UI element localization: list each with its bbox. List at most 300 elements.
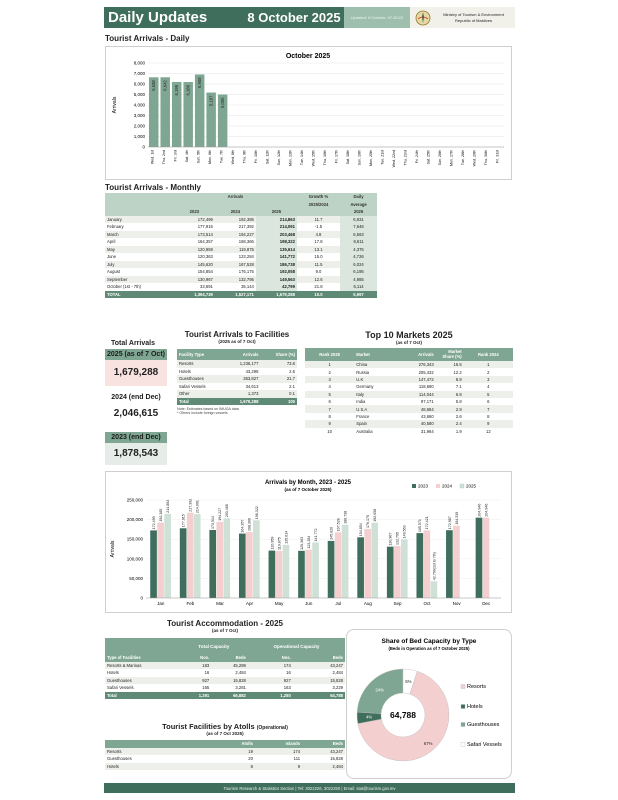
month-chart-ylabel: Arrivals <box>110 540 116 558</box>
accommodation-table <box>105 638 345 699</box>
rank-2025-cell: 1 <box>305 361 354 368</box>
market-share-cell: 16.5 <box>436 361 464 368</box>
monthly-row <box>105 268 377 276</box>
total-capacity-header: Total Capacity <box>180 638 248 654</box>
islands-header: Islands <box>255 740 302 748</box>
facility-row <box>177 390 297 398</box>
month-bar <box>364 529 371 598</box>
growth-cell: 4.8 <box>297 231 340 239</box>
year-2024-header: 2024 <box>215 208 256 216</box>
daily-xtick-label: Thu, 9th <box>242 150 247 164</box>
total-beds-cell: 15,828 <box>211 677 248 685</box>
pie-slice-label: 67% <box>423 741 433 747</box>
rank-2024-cell: 8 <box>464 413 513 420</box>
kpi-2024-block <box>105 392 167 425</box>
month-xtick-label: Nov <box>452 601 461 606</box>
arrivals-2025-cell: 214,863 <box>256 216 297 224</box>
month-bar <box>187 513 194 598</box>
facility-row <box>177 375 297 383</box>
month-ytick-label: 250,000 <box>126 497 143 503</box>
facilities-table <box>177 349 297 405</box>
island-count-cell: 174 <box>255 748 302 756</box>
daily-xtick-label: Sun, 26th <box>437 150 442 166</box>
market-cell: Germany <box>354 383 396 390</box>
daily-bar-label: 6,638 <box>151 80 157 91</box>
market-row <box>305 405 513 412</box>
facility-type-col-header: Type of Facilities <box>105 654 180 662</box>
daily-xtick-label: Fri, 10th <box>254 150 259 164</box>
monthly-row <box>105 261 377 269</box>
month-bar-label: 141,772 <box>313 528 318 542</box>
accommodation-total-nos: 1,291 <box>180 692 212 700</box>
total-growth: 10.0 <box>297 291 340 299</box>
daily-xtick-label: Tue, 28th <box>460 150 465 166</box>
rank-2024-cell: 5 <box>464 391 513 398</box>
arrivals-2025-cell: 203,468 <box>256 231 297 239</box>
daily-xtick-label: Mon, 13th <box>288 150 293 166</box>
legend-label: 2025 <box>466 483 477 489</box>
month-bar-label: 120,363 <box>299 536 304 550</box>
daily-ytick-label: 4,000 <box>133 102 145 108</box>
daily-bar-label: 6,188 <box>185 85 191 96</box>
growth-cell: -1.5 <box>297 223 340 231</box>
rank-2024-header: Rank 2024 <box>464 348 513 361</box>
arrivals-2024-cell: 176,175 <box>215 268 256 276</box>
month-bar <box>216 522 223 598</box>
oper-nos-cell: 174 <box>248 662 293 670</box>
kpi-2025-label: 2025 (as of 7 Oct) <box>105 349 167 360</box>
ministry-country: Republic of Maldives <box>455 17 492 23</box>
rank-2025-cell: 4 <box>305 383 354 390</box>
facility-type-cell: Guesthouses <box>177 375 225 383</box>
atolls-subtitle: (as of 7 Oct 2025) <box>206 731 244 736</box>
month-cell: February <box>105 223 174 231</box>
facility-type-cell: Other <box>177 390 225 398</box>
pie-legend-label: Safari Vessels <box>467 742 502 748</box>
month-bar <box>387 547 394 598</box>
market-row <box>305 368 513 375</box>
atoll-beds-cell: 2,484 <box>302 763 345 771</box>
oper-beds-cell: 15,828 <box>293 677 345 685</box>
market-arrivals-cell: 31,964 <box>397 428 436 435</box>
bed-share-box <box>346 629 512 779</box>
updated-timestamp: Updated: 8 October, 07:30:22 <box>344 7 410 28</box>
accommodation-row <box>105 677 345 685</box>
rank-2025-cell: 6 <box>305 398 354 405</box>
market-arrivals-cell: 97,171 <box>397 398 436 405</box>
kpi-2023-block <box>105 432 167 465</box>
total-daily-average: 5,997 <box>340 291 377 299</box>
pie-legend-label: Guesthouses <box>467 722 500 728</box>
month-bar-label: 214,091 <box>195 500 200 514</box>
daily-average-cell: 6,114 <box>340 283 377 291</box>
facility-type-cell: Safari Vessels <box>177 383 225 391</box>
accommodation-type-cell: Guesthouses <box>105 677 180 685</box>
daily-bar-label: 6,195 <box>174 84 180 96</box>
month-bar <box>394 546 401 598</box>
atoll-type-cell: Guesthouses <box>105 755 215 763</box>
ministry-block <box>410 7 515 28</box>
accommodation-total-label: Total <box>105 692 180 700</box>
rank-2025-cell: 7 <box>305 405 354 412</box>
month-bar <box>453 526 460 598</box>
legend-label: 2024 <box>442 483 453 489</box>
growth-cell: 11.7 <box>297 216 340 224</box>
daily-xtick-label: Mon, 6th <box>208 150 213 164</box>
month-xtick-label: Jun <box>305 601 313 606</box>
daily-xtick-label: Fri, 24th <box>414 150 419 164</box>
arrivals-2024-cell: 192,385 <box>215 216 256 224</box>
facilities-note-others: * Others include foreign vessels <box>177 411 228 415</box>
total-2023: 1,394,739 <box>174 291 215 299</box>
total-2025: 1,679,288 <box>256 291 297 299</box>
markets-table <box>305 348 513 435</box>
rank-2025-cell: 8 <box>305 413 354 420</box>
pie-legend-label: Hotels <box>467 704 483 710</box>
facility-rows <box>177 360 297 405</box>
month-bar <box>335 532 342 598</box>
market-row <box>305 361 513 368</box>
rank-2024-cell: 4 <box>464 383 513 390</box>
header-bar <box>104 7 515 28</box>
daily-xtick-label: Thu, 16th <box>323 150 327 166</box>
daily-xtick-label: Fri, 31st <box>495 150 500 163</box>
month-bar-label: 172,987 <box>447 516 452 530</box>
market-arrivals-cell: 118,690 <box>397 383 436 390</box>
arrivals-2023-cell: 33,691 <box>174 283 215 291</box>
month-bar <box>416 533 423 598</box>
facility-row <box>177 368 297 376</box>
market-row <box>305 413 513 420</box>
bed-share-title: Share of Bed Capacity by Type <box>381 638 477 645</box>
market-rows <box>305 361 513 435</box>
monthly-row <box>105 283 377 291</box>
arrivals-2024-cell: 194,227 <box>215 231 256 239</box>
month-bar-label: 119,875 <box>277 537 282 551</box>
accommodation-subtitle: (as of 7 Oct) <box>211 628 238 633</box>
daily-average-cell: 6,931 <box>340 216 377 224</box>
total-nos-cell: 165 <box>180 684 212 692</box>
monthly-row <box>105 276 377 284</box>
month-bar-label: 203,468 <box>225 504 230 518</box>
market-cell: Australia <box>354 428 396 435</box>
month-chart-subtitle: (as of 7 October 2025) <box>284 487 332 492</box>
market-share-cell: 8.8 <box>436 376 464 383</box>
growth-cell: 11.5 <box>297 261 340 269</box>
month-bar <box>424 530 431 598</box>
daily-ytick-label: 6,000 <box>133 81 145 87</box>
legend-swatch <box>460 484 464 488</box>
daily-xtick-label: Tue, 7th <box>219 150 224 164</box>
month-xtick-label: May <box>274 601 284 606</box>
daily-xtick-label: Sun, 5th <box>196 150 201 164</box>
legend-swatch <box>436 484 440 488</box>
facilities-subtitle: (2025 as of 7 Oct) <box>218 339 256 344</box>
market-cell: U.K <box>354 376 396 383</box>
month-xtick-label: Mar <box>216 601 224 606</box>
monthly-daily-subheader: Average <box>340 201 377 209</box>
daily-chart-ylabel: Arrivals <box>112 96 118 114</box>
growth-cell: 21.8 <box>297 283 340 291</box>
monthly-growth-subheader: 2025/2024 <box>297 201 340 209</box>
daily-xtick-label: Sat, 4th <box>185 150 190 163</box>
month-ytick-label: 200,000 <box>126 517 143 523</box>
facility-share-cell: 2.1 <box>260 383 297 391</box>
month-bar-label: 123,284 <box>306 535 311 549</box>
arrivals-2023-cell: 120,959 <box>174 246 215 254</box>
total-2024: 1,527,171 <box>215 291 256 299</box>
daily-bar-label: 6,642 <box>162 80 168 91</box>
market-share-cell: 2.4 <box>436 420 464 427</box>
market-cell: U.S.A <box>354 405 396 412</box>
month-xtick-label: Jul <box>335 601 342 606</box>
rank-2025-cell: 9 <box>305 420 354 427</box>
facility-arrivals-cell: 34,613 <box>225 383 261 391</box>
month-bar <box>239 534 246 598</box>
total-nos-cell: 183 <box>180 662 212 670</box>
year-2025-header: 2025 <box>256 208 297 216</box>
daily-ytick-label: 0 <box>142 144 145 150</box>
market-share-cell: 5.8 <box>436 398 464 405</box>
month-cell: January <box>105 216 174 224</box>
arrivals-2023-cell: 173,514 <box>174 231 215 239</box>
rank-2025-cell: 5 <box>305 391 354 398</box>
month-cell: April <box>105 238 174 246</box>
month-bar-label: 172,421 <box>425 516 430 530</box>
month-ytick-label: 50,000 <box>129 575 143 581</box>
monthly-rows <box>105 216 377 299</box>
daily-xtick-label: Thu, 2nd <box>162 150 167 165</box>
daily-xtick-label: Tue, 21st <box>380 150 385 165</box>
market-row <box>305 376 513 383</box>
atoll-row <box>105 763 345 771</box>
month-bar-label: 135,614 <box>284 530 289 544</box>
pie-legend-swatch <box>461 723 465 727</box>
daily-average-cell: 4,375 <box>340 246 377 254</box>
bed-share-subtitle: (Beds in Operation as of 7 October 2025) <box>388 646 470 651</box>
arrivals-2025-cell: 192,058 <box>256 268 297 276</box>
pie-slice-label: 5% <box>405 678 412 684</box>
market-share-cell: 7.1 <box>436 383 464 390</box>
month-chart-title: Arrivals by Month, 2023 - 2025 <box>264 480 352 486</box>
facility-row <box>177 383 297 391</box>
month-bar-label: 204,946 <box>477 503 482 517</box>
atolls-table <box>105 740 345 770</box>
market-arrivals-cell: 40,580 <box>397 420 436 427</box>
market-arrivals-cell: 147,472 <box>397 376 436 383</box>
monthly-table <box>105 193 377 298</box>
month-bar-label: 177,915 <box>181 514 186 528</box>
pie-legend-swatch <box>461 685 465 689</box>
legend-swatch <box>412 484 416 488</box>
monthly-growth-header: Growth % <box>297 193 340 201</box>
month-bar <box>328 541 335 598</box>
daily-ytick-label: 5,000 <box>133 92 145 97</box>
daily-xtick-label: Mon, 20th <box>368 150 373 166</box>
footer: Tourism Research & Statistics Section | Tel: 3022226, 3022250 | Email: stat@tourism.gov.mv <box>104 783 515 793</box>
daily-xtick-label: Tue, 14th <box>300 150 305 166</box>
facility-arrivals-header: Arrivals <box>225 349 261 360</box>
monthly-row <box>105 216 377 224</box>
arrivals-2024-cell: 119,875 <box>215 246 256 254</box>
month-bar-label: 198,322 <box>254 506 259 520</box>
kpi-2024-label: 2024 (end Dec) <box>105 392 167 403</box>
arrivals-2025-cell: 141,772 <box>256 253 297 261</box>
total-beds-cell: 2,484 <box>211 669 248 677</box>
atolls-header: Atolls <box>215 740 255 748</box>
market-share-cell: 12.2 <box>436 368 464 375</box>
daily-ytick-label: 7,000 <box>133 71 145 76</box>
ministry-name: Ministry of Tourism & Environment <box>443 12 504 17</box>
monthly-row <box>105 231 377 239</box>
total-beds-cell: 3,281 <box>211 684 248 692</box>
facility-arrivals-cell: 1,373 <box>225 390 261 398</box>
rank-2024-cell: 1 <box>464 361 513 368</box>
arrivals-2024-cell: 167,528 <box>215 261 256 269</box>
month-bar <box>357 537 364 598</box>
facility-total-label: Total <box>177 398 225 406</box>
markets-subtitle: (as of 7 Oct) <box>395 340 422 345</box>
daily-xtick-label: Sun, 19th <box>357 149 362 166</box>
daily-xtick-label: Wed, 22nd <box>391 150 396 168</box>
monthly-row <box>105 223 377 231</box>
month-bar-label: 120,959 <box>270 536 275 550</box>
accommodation-rows <box>105 662 345 700</box>
daily-xtick-label: Fri, 17th <box>334 150 339 164</box>
daily-chart-box <box>105 46 512 180</box>
arrivals-2023-cell: 130,967 <box>174 276 215 284</box>
accommodation-total-row <box>105 692 345 700</box>
facility-total-row <box>177 398 297 406</box>
daily-average-cell: 4,726 <box>340 253 377 261</box>
arrivals-2025-cell: 198,322 <box>256 238 297 246</box>
oper-beds-cell: 2,484 <box>293 669 345 677</box>
daily-xtick-label: Fri, 3rd <box>173 150 178 162</box>
market-share-cell: 2.9 <box>436 405 464 412</box>
month-bar-label: 132,795 <box>395 531 400 545</box>
facility-share-cell: 0.1 <box>260 390 297 398</box>
month-bar <box>401 539 408 598</box>
daily-xtick-label: Wed, 29th <box>472 150 477 167</box>
month-xtick-label: Feb <box>186 601 195 606</box>
month-xtick-label: Oct <box>423 601 431 606</box>
market-share-header: Market Share (%) <box>436 348 464 361</box>
daily-average-cell: 4,985 <box>340 276 377 284</box>
facility-share-cell: 21.7 <box>260 375 297 383</box>
market-row <box>305 428 513 435</box>
daily-chart-title: October 2025 <box>285 53 331 60</box>
rank-2024-cell: 3 <box>464 376 513 383</box>
facility-total-share: 100 <box>260 398 297 406</box>
daily-xtick-label: Sat, 11th <box>265 150 270 165</box>
month-xtick-label: Sep <box>393 601 402 606</box>
facility-type-cell: Hotels <box>177 368 225 376</box>
month-ytick-label: 150,000 <box>126 536 143 542</box>
island-count-cell: 111 <box>255 755 302 763</box>
report-date: 8 October 2025 <box>247 10 341 25</box>
atoll-row <box>105 748 345 756</box>
month-bar <box>223 518 230 598</box>
daily-xtick-label: Wed, 8th <box>231 150 236 165</box>
atoll-type-cell: Resorts <box>105 748 215 756</box>
market-arrivals-header: Arrivals <box>397 348 436 361</box>
arrivals-2025-cell: 42,799 <box>256 283 297 291</box>
facility-share-header: Share (%) <box>260 349 297 360</box>
total-nos-header: Nos. <box>180 654 212 662</box>
monthly-daily-header: Daily <box>340 193 377 201</box>
atoll-beds-cell: 43,247 <box>302 748 345 756</box>
growth-cell: 13.1 <box>297 246 340 254</box>
accommodation-type-cell: Safari Vessels <box>105 684 180 692</box>
daily-average-cell: 6,195 <box>340 268 377 276</box>
rank-2024-cell: 6 <box>464 398 513 405</box>
monthly-row <box>105 238 377 246</box>
rank-2025-cell: 10 <box>305 428 354 435</box>
kpi-2023-value: 1,878,543 <box>105 443 167 465</box>
facility-row <box>177 360 297 368</box>
market-arrivals-cell: 276,343 <box>397 361 436 368</box>
month-cell: March <box>105 231 174 239</box>
emblem-icon <box>414 9 432 27</box>
atoll-count-cell: 8 <box>215 763 255 771</box>
growth-cell: 12.6 <box>297 276 340 284</box>
beds-header: Beds <box>302 740 345 748</box>
daily-xtick-label: Wed, 1st <box>150 150 155 165</box>
daily-xtick-label: Sun, 12th <box>277 150 282 166</box>
month-bar <box>209 530 216 598</box>
arrivals-by-month-chart <box>106 472 511 612</box>
atoll-count-cell: 20 <box>215 755 255 763</box>
kpi-title: Total Arrivals <box>111 340 155 347</box>
month-cell: July <box>105 261 174 269</box>
monthly-chart-box <box>105 471 512 613</box>
pie-legend-swatch <box>461 743 465 747</box>
arrivals-2025-cell: 214,091 <box>256 223 297 231</box>
daily-xtick-label: Thu, 30th <box>483 150 488 166</box>
accommodation-table-wrap <box>105 638 345 699</box>
growth-cell: 15.0 <box>297 253 340 261</box>
oper-beds-cell: 3,229 <box>293 684 345 692</box>
total-nos-cell: 927 <box>180 677 212 685</box>
facilities-title: Tourist Arrivals to Facilities <box>184 330 290 339</box>
operational-capacity-header: Operational Capacity <box>248 638 345 654</box>
daily-average-cell: 7,646 <box>340 223 377 231</box>
total-label: TOTAL <box>105 291 174 299</box>
facility-type-header: Facility Type <box>177 349 225 360</box>
month-bar <box>253 520 260 598</box>
monthly-row <box>105 253 377 261</box>
oper-beds-header: Beds <box>293 654 345 662</box>
month-cell: September <box>105 276 174 284</box>
oper-nos-cell: 16 <box>248 669 293 677</box>
month-bar <box>431 581 438 598</box>
atolls-rows <box>105 748 345 771</box>
monthly-arrivals-header: Arrivals <box>174 193 297 201</box>
facility-arrivals-cell: 363,827 <box>225 375 261 383</box>
pie-legend-label: Resorts <box>467 684 486 690</box>
accommodation-row <box>105 684 345 692</box>
market-row <box>305 383 513 390</box>
daily-bar-label: 6,908 <box>197 77 203 88</box>
month-bar-label: 42,799(1st to 7th) <box>432 552 437 581</box>
accommodation-type-cell: Hotels <box>105 669 180 677</box>
year-2023-header: 2023 <box>174 208 215 216</box>
month-bar <box>283 545 290 598</box>
monthly-row <box>105 246 377 254</box>
atoll-row <box>105 755 345 763</box>
arrivals-2024-cell: 168,366 <box>215 238 256 246</box>
daily-section-title: Tourist Arrivals - Daily <box>105 34 190 43</box>
